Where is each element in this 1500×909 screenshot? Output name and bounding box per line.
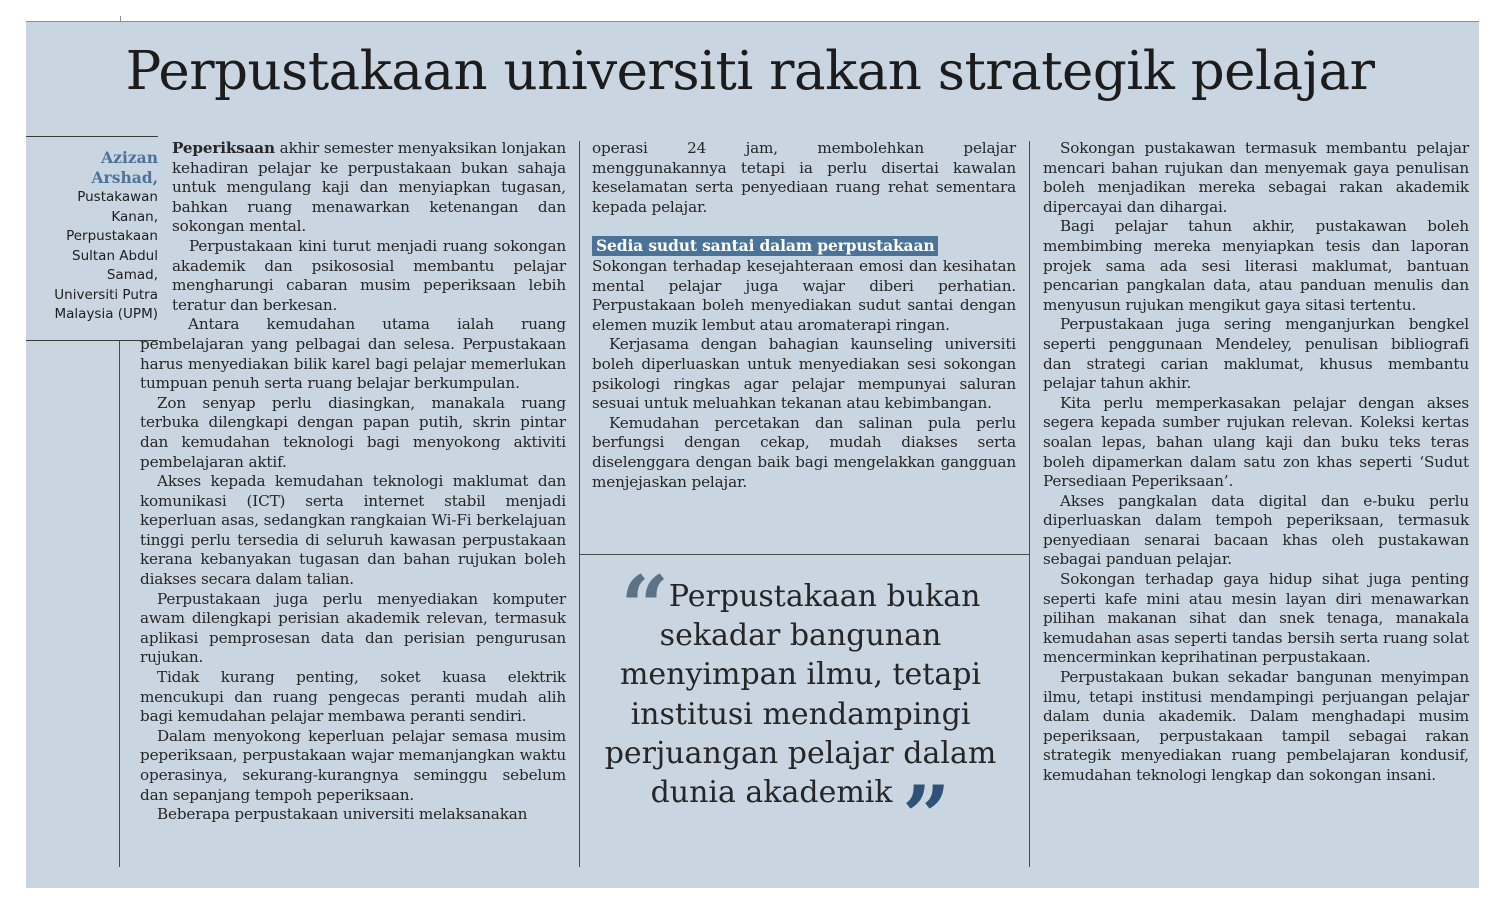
article-paragraph: Kerjasama dengan bahagian kaunseling universiti boleh diperluaskan untuk menyediakan sesi sokongan psikologi ringkas agar pelajar mempunyai saluran sesuai untuk meluahkan tekanan atau kebimbangan. bbox=[592, 335, 1016, 413]
lead-paragraph-text: akhir semester menyaksikan lonjakan kehadiran pelajar ke perpustakaan bukan sahaja untuk mengulang kaji dan menyiapkan tugasan, bahkan ruang menawarkan ketenangan dan sokongan mental. bbox=[172, 139, 566, 236]
article-paragraph: Kita perlu memperkasakan pelajar dengan akses segera kepada sumber rujukan relevan. Koleksi kertas soalan lepas, bahan ulang kaji dan buku teks teras boleh dipamerkan dalam satu zon khas seperti ‘Sudut Persediaan Peperiksaan’. bbox=[1043, 393, 1469, 491]
author-role-line: Malaysia (UPM) bbox=[54, 306, 158, 322]
author-role-line: Universiti Putra bbox=[54, 286, 158, 303]
byline bbox=[26, 136, 158, 341]
author-last-name: Arshad, bbox=[91, 168, 158, 187]
article-paragraph: Perpustakaan juga sering menganjurkan bengkel seperti penggunaan Mendeley, penulisan bibliografi dan strategi carian maklumat, khusus membantu pelajar tahun akhir. bbox=[1043, 315, 1469, 393]
pullquote-rule bbox=[579, 554, 1030, 555]
article-paragraph: Dalam menyokong keperluan pelajar semasa musim peperiksaan, perpustakaan wajar memanjangkan waktu operasinya, sekurang-kurangnya seminggu sebelum dan sepanjang tempoh peperiksaan. bbox=[140, 726, 566, 804]
column-3 bbox=[1043, 139, 1469, 786]
article-paragraph: Perpustakaan juga perlu menyediakan komputer awam dilengkapi perisian akademik relevan, termasuk aplikasi pemprosesan data dan perisian pengurusan rujukan. bbox=[140, 589, 566, 667]
pullquote-text: Perpustakaan bukan sekadar bangunan menyimpan ilmu, tetapi institusi mendampingi perjuangan pelajar dalam dunia akademik bbox=[604, 579, 997, 811]
article-paragraph: Perpustakaan kini turut menjadi ruang sokongan akademik dan psikososial membantu pelajar mengharungi cabaran musim peperiksaan lebih teratur dan berkesan. bbox=[172, 236, 566, 314]
column-divider-1 bbox=[579, 141, 580, 867]
column-2 bbox=[592, 139, 1016, 492]
author-role-line: Kanan, bbox=[111, 208, 158, 225]
headline: Perpustakaan universiti rakan strategik pelajar bbox=[125, 41, 1375, 102]
author-role-line: Pustakawan bbox=[77, 189, 158, 205]
article-paragraph bbox=[140, 139, 566, 237]
column-1 bbox=[140, 139, 566, 825]
article-paragraph-text: Antara kemudahan utama ialah ruang pembelajaran yang pelbagai dan selesa. Perpustakaan harus menyediakan bilik karel bagi pelajar memerlukan tumpuan penuh serta ruang belajar berkumpulan. bbox=[140, 315, 566, 393]
article-paragraph: Tidak kurang penting, soket kuasa elektrik mencukupi dan ruang pengecas peranti mudah alih bagi kemudahan pelajar membawa peranti sendiri. bbox=[140, 668, 566, 726]
article-paragraph: Akses pangkalan data digital dan e-buku perlu diperluaskan dalam tempoh peperiksaan, termasuk penyediaan senarai bacaan khas oleh pustakawan sebagai panduan pelajar. bbox=[1043, 491, 1469, 569]
article-paragraph: Beberapa perpustakaan universiti melaksanakan bbox=[157, 805, 528, 824]
author-role-line: Sultan Abdul bbox=[72, 247, 158, 264]
lead-word: Peperiksaan bbox=[172, 139, 275, 157]
article-paragraph: Sokongan terhadap kesejahteraan emosi dan kesihatan mental pelajar juga wajar diberi perhatian. Perpustakaan boleh menyediakan sudut santai dengan elemen muzik lembut atau aromaterapi ringan. bbox=[592, 256, 1016, 334]
article-paragraph: Zon senyap perlu diasingkan, manakala ruang terbuka dilengkapi dengan papan putih, skrin pintar dan kemudahan teknologi bagi menyokong aktiviti pembelajaran aktif. bbox=[140, 393, 566, 471]
article-paragraph: Bagi pelajar tahun akhir, pustakawan boleh membimbing mereka menyiapkan tesis dan laporan projek sama ada sesi literasi maklumat, bantuan pencarian pangkalan data, atau panduan menulis dan menyusun rujukan mengikut gaya sitasi tertentu. bbox=[1043, 217, 1469, 314]
open-quote-icon: “ bbox=[620, 557, 669, 656]
column-divider-byline bbox=[119, 341, 120, 867]
article-paragraph: Perpustakaan bukan sekadar bangunan menyimpan ilmu, tetapi institusi mendampingi perjuangan pelajar dalam dunia akademik. Dalam menghadapi musim peperiksaan, perpustakaan tampil sebagai rakan strategik menyediakan ruang pembelajaran kondusif, kemudahan teknologi lengkap dan sokongan insani. bbox=[1043, 668, 1469, 784]
author-role-line: Perpustakaan bbox=[66, 228, 158, 244]
author-first-name: Azizan bbox=[101, 148, 158, 167]
subheading: Sedia sudut santai dalam perpustakaan bbox=[592, 236, 938, 256]
close-quote-icon: ” bbox=[902, 767, 951, 867]
pullquote bbox=[588, 557, 1013, 867]
article-paragraph: operasi 24 jam, membolehkan pelajar menggunakannya tetapi ia perlu disertai kawalan keselamatan serta penyediaan ruang rehat sementara kepada pelajar. bbox=[592, 139, 1016, 216]
article-paragraph: Sokongan terhadap gaya hidup sihat juga penting seperti kafe mini atau mesin layan diri menawarkan pilihan makanan sihat dan snek tenaga, manakala kemudahan asas seperti tandas bersih serta ruang solat mencerminkan keprihatinan perpustakaan. bbox=[1043, 570, 1469, 667]
article-paragraph bbox=[140, 315, 566, 393]
article-paragraph: Kemudahan percetakan dan salinan pula perlu berfungsi dengan cekap, mudah diakses serta diselenggara dengan baik bagi mengelakkan gangguan menjejaskan pelajar. bbox=[592, 413, 1016, 491]
article-paragraph: Akses kepada kemudahan teknologi maklumat dan komunikasi (ICT) serta internet stabil menjadi keperluan asas, sedangkan rangkaian Wi-Fi berkelajuan tinggi perlu tersedia di seluruh kawasan perpustakaan kerana kebanyakan tugasan dan bahan rujukan boleh diakses secara dalam talian. bbox=[140, 472, 566, 589]
column-divider-2 bbox=[1029, 141, 1030, 867]
author-role-line: Samad, bbox=[106, 267, 158, 283]
article-paragraph: Sokongan pustakawan termasuk membantu pelajar mencari bahan rujukan dan menyemak gaya penulisan boleh menjadikan mereka sebagai rakan akademik dipercayai dan dihargai. bbox=[1043, 139, 1469, 216]
